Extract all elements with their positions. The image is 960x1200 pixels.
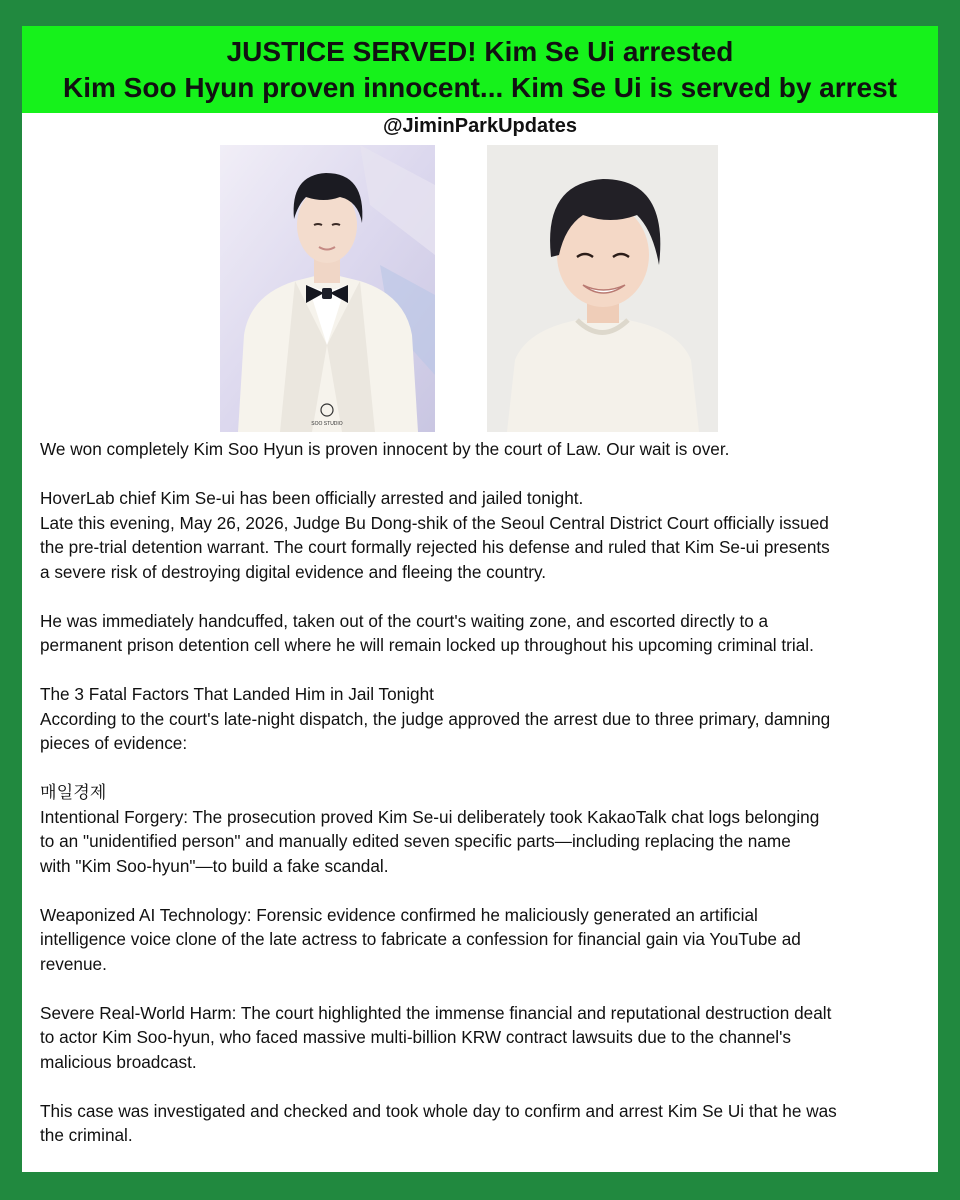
article-body — [40, 437, 925, 1148]
text-line: According to the court's late-night dispatch, the judge approved the arrest due to three primary, damning — [40, 708, 831, 729]
paragraph-conclusion — [40, 1099, 925, 1148]
text-line: We won completely Kim Soo Hyun is proven innocent by the court of Law. Our wait is over. — [40, 439, 730, 459]
text-line: Late this evening, May 26, 2026, Judge Bu Dong-shik of the Seoul Central District Court officially issued — [40, 512, 829, 533]
photo-white-tuxedo — [220, 145, 435, 432]
text-line: Severe Real-World Harm: The court highlighted the immense financial and reputational destruction dealt — [40, 1002, 832, 1023]
paragraph-forgery — [40, 780, 925, 878]
watermark-soo-studio: SOO STUDIO — [311, 421, 343, 427]
text-line: the pre-trial detention warrant. The court formally rejected his defense and ruled that Kim Se-ui presents — [40, 537, 830, 557]
text-line: The 3 Fatal Factors That Landed Him in Jail Tonight — [40, 684, 434, 704]
text-line: to an "unidentified person" and manually edited seven specific parts—including replacing the name — [40, 831, 791, 851]
text-line: with "Kim Soo-hyun"—to build a fake scandal. — [40, 855, 389, 876]
paragraph-fatal-factors — [40, 682, 925, 756]
text-line: intelligence voice clone of the late actress to fabricate a confession for financial gain via YouTube ad — [40, 929, 801, 949]
photo-cream-sweater — [487, 145, 718, 432]
text-line: Intentional Forgery: The prosecution proved Kim Se-ui deliberately took KakaoTalk chat logs belonging — [40, 806, 820, 827]
text-line: Weaponized AI Technology: Forensic evidence confirmed he maliciously generated an artificial — [40, 904, 758, 925]
tuxedo-portrait-illustration — [220, 145, 435, 432]
text-line: revenue. — [40, 953, 107, 974]
text-line: pieces of evidence: — [40, 733, 188, 753]
text-line: the criminal. — [40, 1125, 133, 1145]
headline-line-2: Kim Soo Hyun proven innocent... Kim Se Ui is served by arrest — [63, 71, 897, 103]
paragraph-handcuffed — [40, 609, 925, 658]
text-line: permanent prison detention cell where he will remain locked up throughout his upcoming criminal trial. — [40, 635, 814, 655]
headline-banner — [22, 26, 938, 113]
text-line: a severe risk of destroying digital evidence and fleeing the country. — [40, 561, 547, 582]
text-line-source: 매일경제 — [40, 782, 107, 802]
paragraph-arrest — [40, 486, 925, 584]
post-card — [22, 26, 938, 1172]
text-line: to actor Kim Soo-hyun, who faced massive multi-billion KRW contract lawsuits due to the channel's — [40, 1027, 791, 1047]
headline-line-1: JUSTICE SERVED! Kim Se Ui arrested — [226, 35, 734, 67]
sweater-portrait-illustration — [487, 145, 718, 432]
text-line: HoverLab chief Kim Se-ui has been officially arrested and jailed tonight. — [40, 488, 584, 508]
text-line: He was immediately handcuffed, taken out of the court's waiting zone, and escorted directly to a — [40, 610, 769, 631]
account-handle: @JiminParkUpdates — [382, 115, 577, 137]
paragraph-ai-technology — [40, 903, 925, 977]
paragraph-real-world-harm — [40, 1001, 925, 1075]
text-line: This case was investigated and checked and took whole day to confirm and arrest Kim Se Ui that he was — [40, 1100, 837, 1121]
paragraph-intro — [40, 437, 925, 462]
text-line: malicious broadcast. — [40, 1051, 197, 1072]
